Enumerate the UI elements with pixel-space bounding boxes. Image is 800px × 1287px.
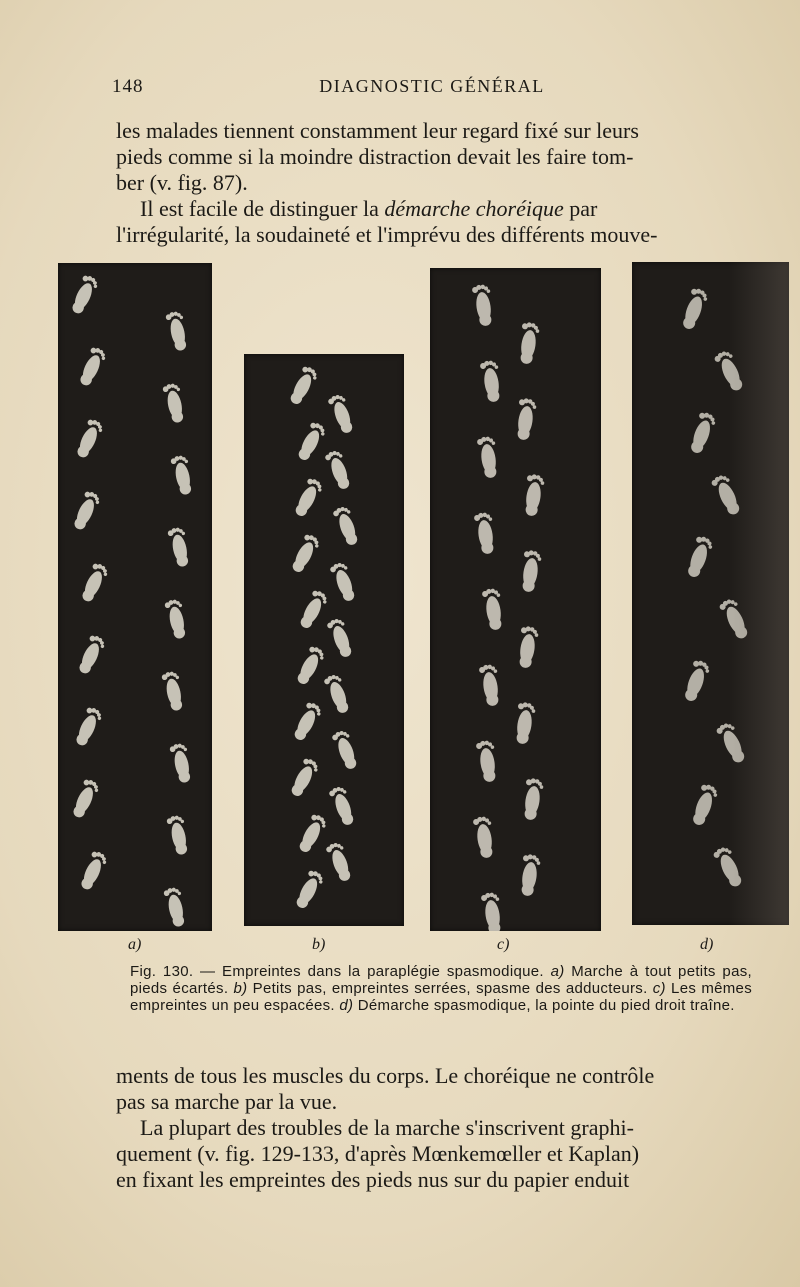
footprint xyxy=(713,349,747,394)
footprint xyxy=(162,382,187,424)
footprint xyxy=(718,597,752,642)
footprint-photo-d xyxy=(632,262,789,925)
footprint xyxy=(167,526,192,568)
footprint xyxy=(169,742,194,784)
footprint xyxy=(286,364,319,407)
footprint xyxy=(164,598,189,640)
text-line: ments de tous les muscles du corps. Le choréique ne contrôle xyxy=(116,1063,655,1088)
footprint xyxy=(472,283,495,327)
footprint xyxy=(518,853,541,897)
footprint xyxy=(325,841,354,884)
panel-label-c: c) xyxy=(497,936,510,953)
footprint xyxy=(161,670,186,712)
footprint xyxy=(296,588,329,631)
footprint xyxy=(479,663,502,707)
footprint xyxy=(165,310,190,352)
footprint xyxy=(679,287,710,332)
footprint xyxy=(519,549,542,593)
text-line: en fixant les empreintes des pieds nus sur du papier enduit xyxy=(116,1167,630,1192)
caption-text-a: Marche à tout petits pas, pieds écartés. xyxy=(130,963,752,997)
footprint xyxy=(295,812,328,855)
footprint xyxy=(73,417,105,460)
footprint xyxy=(522,473,545,517)
text-line: les malades tiennent constamment leur regard fixé sur leurs xyxy=(116,118,639,143)
footprint xyxy=(480,359,503,403)
footprint xyxy=(288,532,321,575)
footprint xyxy=(76,345,108,388)
footprint xyxy=(712,845,746,890)
footprint xyxy=(689,783,720,828)
footprint xyxy=(517,321,540,365)
text-line: ber (v. fig. 87). xyxy=(116,170,248,195)
footprint xyxy=(69,777,101,820)
footprint xyxy=(514,397,537,441)
page-header xyxy=(112,76,752,106)
footprint xyxy=(516,625,539,669)
text-fragment: Il est facile de distinguer la xyxy=(140,196,385,221)
footprint xyxy=(326,617,355,660)
text-line: l'irrégularité, la soudaineté et l'imprévu des différents mouve- xyxy=(116,222,658,247)
panel-label-d: d) xyxy=(700,936,714,953)
caption-key-b: b) xyxy=(233,980,248,997)
footprint xyxy=(687,411,718,456)
footprint xyxy=(163,886,188,928)
page-number: 148 xyxy=(112,76,144,97)
caption-text-c: Les mêmes empreintes un peu espacées. xyxy=(130,980,753,1014)
footprint xyxy=(481,891,504,931)
caption-text-b: Petits pas, empreintes serrées, spasme des adducteurs. xyxy=(247,980,653,997)
footprint xyxy=(70,489,102,532)
footprint xyxy=(327,393,356,436)
footprint xyxy=(331,729,360,772)
text-line: La plupart des troubles de la marche s'inscrivent graphi- xyxy=(140,1115,634,1140)
bottom-paragraphs xyxy=(116,1063,756,1193)
figure-caption xyxy=(130,963,752,1014)
text-line: quement (v. fig. 129-133, d'après Mœnkemœller et Kaplan) xyxy=(116,1141,640,1166)
footprint-photo-a xyxy=(58,263,212,931)
footprint xyxy=(332,505,361,548)
footprints-a xyxy=(58,263,212,931)
footprints-d xyxy=(632,262,789,925)
footprint xyxy=(323,673,352,716)
footprint xyxy=(513,701,536,745)
footprint xyxy=(78,561,110,604)
footprint xyxy=(166,814,191,856)
footprint-photo-c xyxy=(430,268,601,931)
footprint xyxy=(474,511,497,555)
footprint xyxy=(290,700,323,743)
footprint xyxy=(476,739,499,783)
emphasized-term: démarche choréique xyxy=(384,196,564,221)
caption-text-d: Démarche spasmodique, la pointe du pied droit traîne. xyxy=(353,997,735,1014)
footprint xyxy=(681,659,712,704)
caption-prefix: Fig. 130. — Empreintes dans la paraplégie spasmodique. xyxy=(130,963,551,980)
footprints-c xyxy=(430,268,601,931)
top-paragraphs xyxy=(116,118,756,248)
caption-key-d: d) xyxy=(339,997,354,1014)
footprint xyxy=(68,273,100,316)
footprint xyxy=(324,449,353,492)
text-line: pas sa marche par la vue. xyxy=(116,1089,338,1114)
text-line: pieds comme si la moindre distraction devait les faire tom- xyxy=(116,144,634,169)
footprint xyxy=(293,644,326,687)
footprint xyxy=(329,561,358,604)
footprint-photo-b xyxy=(244,354,404,926)
footprint xyxy=(482,587,505,631)
footprint xyxy=(287,756,320,799)
footprint xyxy=(292,868,325,911)
footprint xyxy=(294,420,327,463)
text-fragment: par xyxy=(563,196,598,221)
footprint xyxy=(291,476,324,519)
panel-label-a: a) xyxy=(128,936,142,953)
footprint xyxy=(473,815,496,859)
footprint xyxy=(477,435,500,479)
footprint xyxy=(710,473,744,518)
footprint xyxy=(170,454,195,496)
footprint xyxy=(75,633,107,676)
caption-key-a: a) xyxy=(550,963,565,980)
footprint xyxy=(521,777,544,821)
text-line xyxy=(116,196,756,222)
panel-label-b: b) xyxy=(312,936,326,953)
footprints-b xyxy=(244,354,404,926)
footprint xyxy=(715,721,749,766)
footprint xyxy=(77,849,109,892)
running-title: DIAGNOSTIC GÉNÉRAL xyxy=(319,76,545,96)
caption-key-c: c) xyxy=(652,980,666,997)
footprint xyxy=(684,535,715,580)
footprint xyxy=(328,785,357,828)
footprint xyxy=(72,705,104,748)
